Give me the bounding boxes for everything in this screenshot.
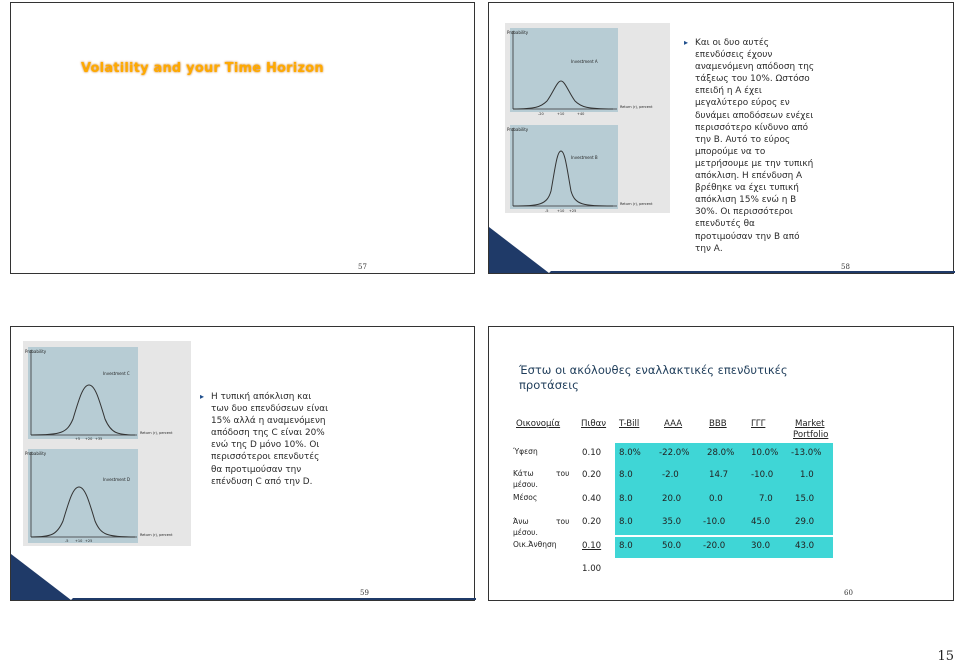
x-axis-label: Return (r), percent [140, 533, 173, 537]
x-tick: +25 [569, 209, 577, 213]
y-axis-label: Probability [25, 349, 47, 354]
table-cell: 28.0% [707, 448, 735, 458]
x-tick: -5 [545, 209, 549, 213]
table-cell: Ύφεση [513, 447, 538, 456]
table-cell: Κάτω [513, 469, 534, 478]
bullet-text: ▸ Η τυπική απόκλιση και των δυο επενδύσεων είναι 15% αλλά η αναμενόμενη απόδοση της C είναι 20% ενώ της D μόνο 10%. Οι περισσότεροι επενδυτές θα προτιμούσαν την επένδυση C από την D. [200, 392, 329, 487]
table-cell: 35.0 [662, 517, 682, 527]
table-cell: 1.0 [800, 470, 814, 480]
page-number: 58 [841, 263, 850, 271]
bullet-arrow-icon: ▸ [684, 38, 689, 47]
slide-title: Έστω οι ακόλουθες εναλλακτικές επενδυτικές προτάσεις [519, 363, 788, 392]
y-axis-label: Probability [507, 127, 529, 132]
bullet-text: ▸ Και οι δυο αυτές επενδύσεις έχουν αναμενόμενη απόδοση της τάξεως του 10%. Ωστόσο επειδή η Α έχει μεγαλύτερο εύρος εν δυνάμει αποδόσεων ενέχει περισσότερο κίνδυνο από την Β. Αυτό το εύρος μπορούμε να το μετρήσουμε με την τυπική απόκλιση. Η επένδυση Α βρέθηκε να έχει τυπική απόκλιση 15% ενώ η Β 30%. Οι περισσότεροι επενδυτές θα προτιμούσαν την Β από την Α. [684, 38, 815, 254]
col-header-tbill: T-Bill [619, 419, 640, 429]
distribution-charts-image [23, 341, 191, 546]
col-header-economy: Οικονομία [516, 419, 561, 429]
x-tick: -5 [65, 539, 69, 543]
table-cell: 0.10 [582, 541, 602, 551]
probability-total: 1.00 [582, 564, 602, 574]
table-cell: 10.0% [751, 448, 779, 458]
y-axis-label: Probability [507, 30, 529, 35]
table-cell: 8.0 [619, 470, 633, 480]
table-cell: 0.20 [582, 517, 602, 527]
table-cell: 30.0 [751, 541, 771, 551]
table-cell: -10.0 [751, 470, 774, 480]
x-tick: -20 [538, 112, 544, 116]
slide-footer-wedge [11, 554, 476, 600]
page-number: 60 [844, 589, 853, 597]
table-cell: -10.0 [703, 517, 726, 527]
table-cell: 14.7 [709, 470, 729, 480]
table-cell: -2.0 [662, 470, 679, 480]
table-cell: 20.0 [662, 494, 682, 504]
x-tick: +10 [75, 539, 83, 543]
y-axis-label: Probability [25, 451, 47, 456]
table-cell: Άνω [513, 517, 529, 526]
table-cell: 8.0 [619, 541, 633, 551]
table-cell: μέσου. [513, 480, 538, 489]
col-header-bbb: BBB [709, 419, 727, 429]
page-number: 59 [360, 589, 369, 597]
x-axis-label: Return (r), percent [620, 202, 653, 206]
x-tick: +5 [75, 437, 81, 441]
col-header-market: Market [795, 419, 825, 429]
col-header-ggg: ΓΓΓ [751, 419, 766, 429]
table-cell: 0.0 [709, 494, 723, 504]
table-cell: Οικ.Άνθηση [513, 540, 557, 549]
table-cell: 7.0 [759, 494, 773, 504]
table-cell: του [556, 469, 570, 478]
x-tick: +25 [85, 539, 93, 543]
table-cell: 0.20 [582, 470, 602, 480]
x-tick: +35 [95, 437, 103, 441]
slide-57 [10, 2, 475, 274]
table-cell: 0.40 [582, 494, 602, 504]
x-axis-label: Return (r), percent [620, 105, 653, 109]
table-cell: -20.0 [703, 541, 726, 551]
slide-title: Volatility and your Time Horizon [81, 61, 324, 76]
table-cell: μέσου. [513, 528, 538, 537]
table-cell: του [556, 517, 570, 526]
series-label: Investment B [571, 155, 598, 160]
table-cell: 0.10 [582, 448, 602, 458]
x-tick: +20 [85, 437, 93, 441]
table-cell: 29.0 [795, 517, 815, 527]
series-label: Investment D [103, 477, 131, 482]
divider [615, 535, 833, 537]
table-cell: 8.0% [619, 448, 641, 458]
slide-footer-wedge [489, 227, 955, 273]
distribution-charts-image [505, 23, 670, 213]
bullet-arrow-icon: ▸ [200, 392, 205, 401]
x-tick: +10 [557, 209, 565, 213]
page-number: 57 [358, 263, 367, 271]
slide-60 [488, 326, 954, 601]
table-cell: Μέσος [513, 493, 538, 502]
page-number: 15 [937, 649, 954, 664]
table-cell: -22.0% [659, 448, 690, 458]
table-cell: 45.0 [751, 517, 771, 527]
table-cell: 15.0 [795, 494, 815, 504]
col-header-portfolio: Portfolio [793, 430, 829, 440]
slide-58 [488, 2, 954, 274]
col-header-probability: Πιθαν [581, 419, 607, 429]
x-axis-label: Return (r), percent [140, 431, 173, 435]
table-cell: -13.0% [791, 448, 822, 458]
table-cell: 50.0 [662, 541, 682, 551]
series-label: Investment A [571, 59, 598, 64]
table-cell: 43.0 [795, 541, 815, 551]
slide-59 [10, 326, 475, 601]
series-label: Investment C [103, 371, 130, 376]
col-header-aaa: AAA [664, 419, 683, 429]
x-tick: +10 [557, 112, 565, 116]
table-cell: 8.0 [619, 494, 633, 504]
x-tick: +40 [577, 112, 585, 116]
table-cell: 8.0 [619, 517, 633, 527]
